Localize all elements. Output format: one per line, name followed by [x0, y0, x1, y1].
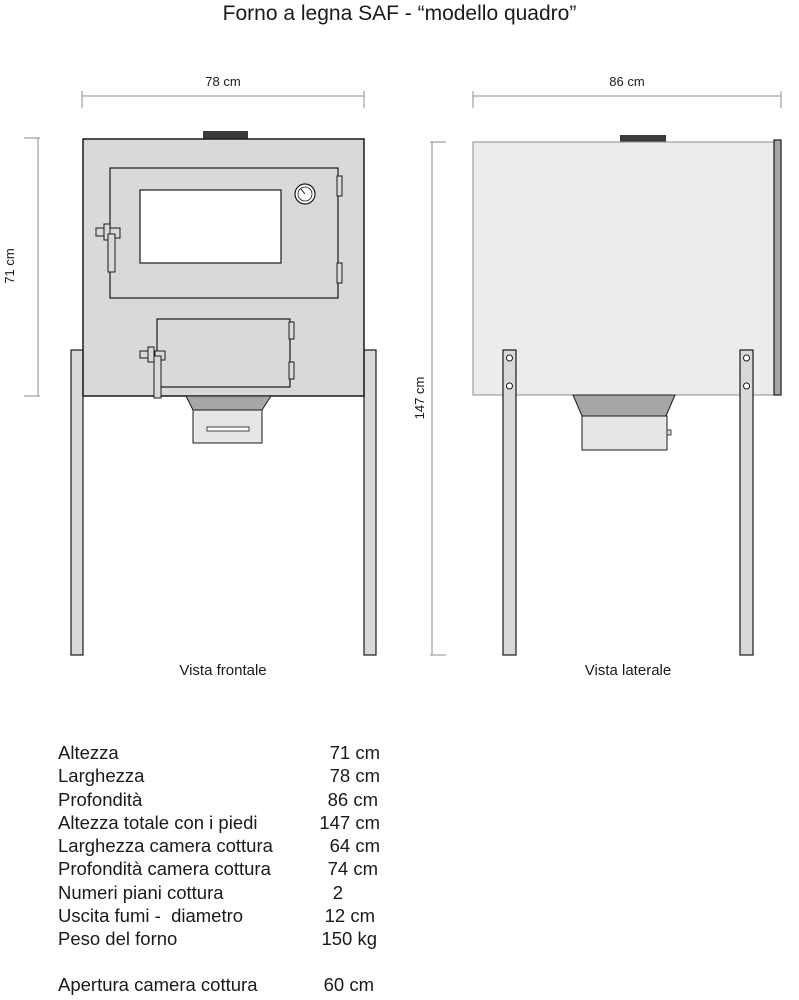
spec-label: Larghezza — [58, 765, 145, 787]
side-depth-dimension — [473, 91, 781, 108]
thermometer-icon — [295, 184, 315, 204]
side-height-dimension — [430, 142, 446, 655]
side-view — [412, 74, 781, 679]
spec-value: 147 cm — [319, 811, 380, 833]
spec-label: Apertura camera cottura — [58, 973, 258, 995]
spec-row — [58, 741, 398, 764]
front-chimney — [203, 131, 248, 139]
side-ash-hopper — [573, 395, 675, 416]
spec-value: 71 cm — [329, 742, 380, 763]
spec-value: 78 cm — [329, 765, 380, 787]
front-height-dimension — [24, 138, 40, 396]
spec-value: 74 cm — [327, 858, 378, 880]
spec-row — [58, 857, 398, 880]
side-view-caption: Vista laterale — [584, 662, 672, 679]
spec-label: Altezza — [58, 742, 119, 763]
front-view — [2, 74, 376, 679]
spec-row — [58, 811, 398, 834]
front-ash-drawer — [193, 410, 262, 443]
front-height-label: 71 cm — [2, 248, 17, 284]
side-left-leg — [503, 350, 516, 655]
front-left-leg — [71, 350, 83, 655]
side-ash-drawer — [582, 416, 667, 450]
spec-row — [58, 788, 398, 811]
door-hinge — [289, 362, 294, 379]
spec-row — [58, 881, 398, 904]
spec-label: Numeri piani cottura — [58, 881, 224, 903]
front-width-dimension — [82, 91, 364, 108]
side-drawer-handle — [667, 430, 671, 435]
side-height-label: 147 cm — [412, 376, 427, 420]
front-firebox-door — [157, 319, 290, 387]
spec-label: Altezza totale con i piedi — [58, 811, 258, 833]
spec-label: Peso del forno — [58, 928, 178, 950]
ash-drawer-handle — [207, 427, 249, 431]
door-hinge — [337, 263, 342, 283]
spec-label: Larghezza camera cottura — [58, 835, 273, 857]
spec-value: 86 cm — [327, 788, 378, 810]
front-ash-hopper — [186, 396, 271, 410]
page-title: Forno a legna SAF - “modello quadro” — [222, 2, 577, 25]
spec-value: 60 cm — [323, 973, 374, 995]
front-right-leg — [364, 350, 376, 655]
front-width-label: 78 cm — [205, 74, 241, 89]
spec-row — [58, 764, 398, 787]
spec-table — [58, 741, 398, 996]
spec-value: 64 cm — [329, 835, 380, 857]
side-front-plate — [774, 140, 781, 395]
spec-row — [58, 973, 398, 996]
side-depth-label: 86 cm — [609, 74, 645, 89]
side-right-leg — [740, 350, 753, 655]
spec-row — [58, 927, 398, 950]
spec-label: Uscita fumi - diametro — [58, 905, 244, 927]
spec-value: 150 kg — [321, 928, 377, 950]
front-view-caption: Vista frontale — [179, 662, 267, 679]
spec-value: 12 cm — [324, 905, 375, 927]
spec-row — [58, 904, 398, 927]
front-door-window — [140, 190, 281, 263]
spec-row — [58, 834, 398, 857]
door-hinge — [289, 322, 294, 339]
spec-gap — [58, 951, 398, 973]
door-hinge — [337, 176, 342, 196]
side-oven-body — [473, 142, 774, 395]
spec-label: Profondità camera cottura — [58, 858, 271, 880]
spec-label: Profondità — [58, 788, 143, 810]
side-chimney — [620, 135, 666, 142]
spec-value: 2 — [332, 881, 343, 903]
